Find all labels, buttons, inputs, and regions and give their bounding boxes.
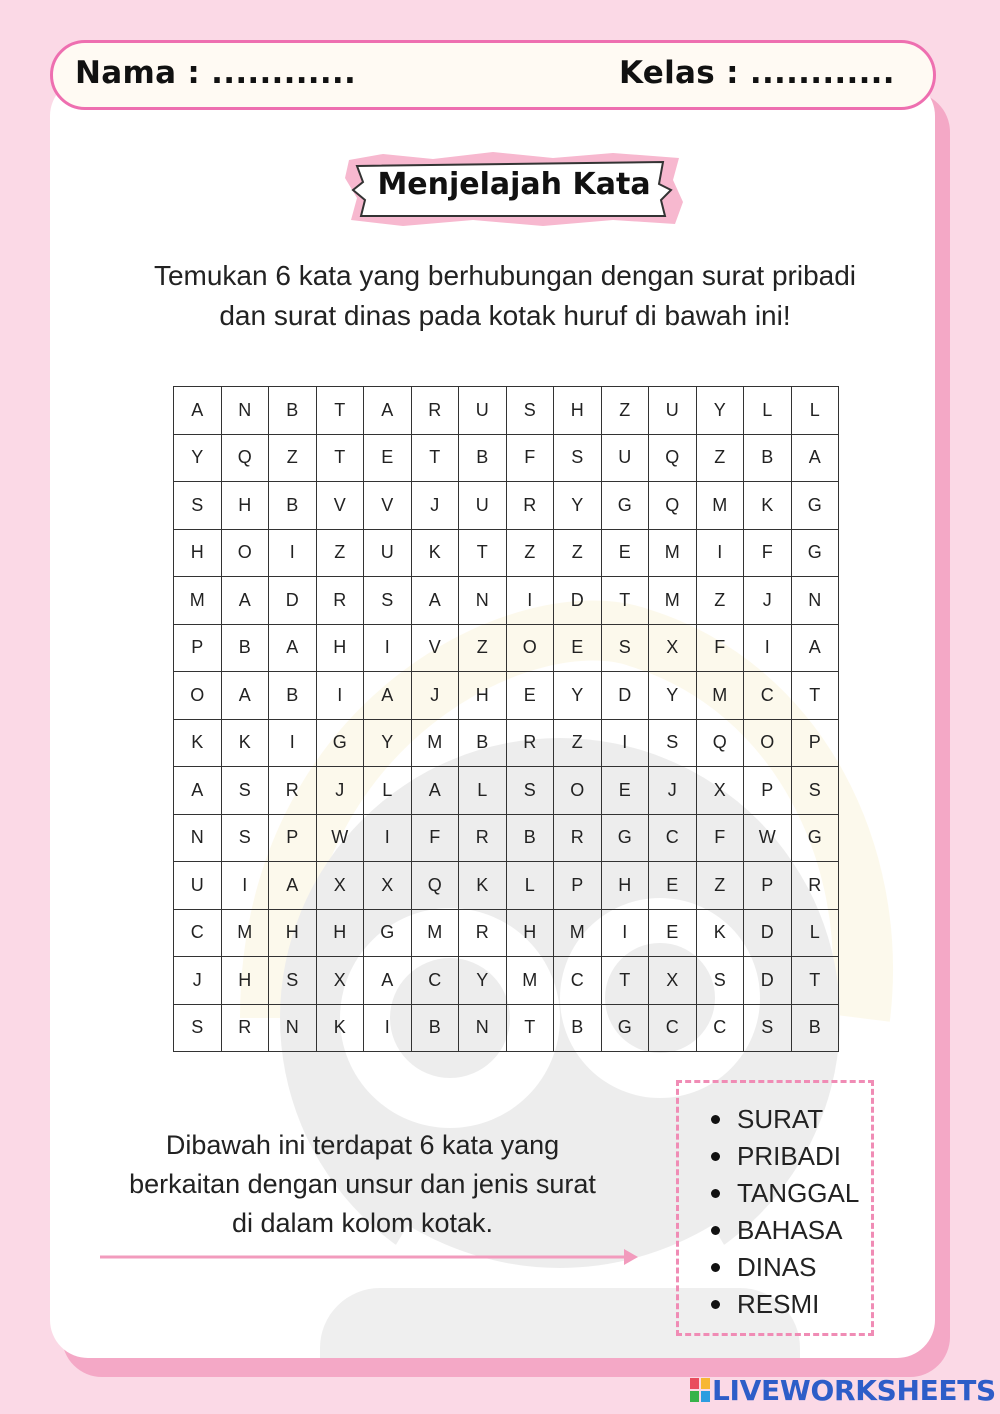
grid-cell[interactable]: S xyxy=(364,577,412,625)
grid-cell[interactable]: H xyxy=(221,482,269,530)
grid-cell[interactable]: B xyxy=(411,1004,459,1052)
grid-cell[interactable]: Y xyxy=(554,672,602,720)
grid-cell[interactable]: B xyxy=(791,1004,839,1052)
grid-cell[interactable]: V xyxy=(316,482,364,530)
grid-cell[interactable]: I xyxy=(364,1004,412,1052)
grid-cell[interactable]: I xyxy=(696,529,744,577)
grid-cell[interactable]: A xyxy=(221,672,269,720)
grid-cell[interactable]: M xyxy=(649,577,697,625)
grid-row xyxy=(174,814,839,862)
grid-cell[interactable]: A xyxy=(221,577,269,625)
grid-cell[interactable]: B xyxy=(269,482,317,530)
word-list-label: RESMI xyxy=(737,1289,820,1319)
word-list xyxy=(707,1101,859,1323)
grid-cell[interactable]: H xyxy=(554,387,602,435)
grid-cell[interactable]: V xyxy=(411,624,459,672)
grid-cell[interactable]: A xyxy=(174,767,222,815)
grid-cell[interactable]: S xyxy=(174,1004,222,1052)
grid-cell[interactable]: F xyxy=(744,529,792,577)
grid-cell[interactable]: E xyxy=(364,434,412,482)
grid-cell[interactable]: M xyxy=(411,909,459,957)
grid-cell[interactable]: S xyxy=(554,434,602,482)
grid-cell[interactable]: S xyxy=(791,767,839,815)
grid-cell[interactable]: D xyxy=(744,909,792,957)
grid-cell[interactable]: W xyxy=(744,814,792,862)
grid-cell[interactable]: O xyxy=(221,529,269,577)
grid-cell[interactable]: U xyxy=(174,862,222,910)
grid-cell[interactable]: C xyxy=(174,909,222,957)
grid-row xyxy=(174,909,839,957)
grid-cell[interactable]: F xyxy=(506,434,554,482)
grid-cell[interactable]: A xyxy=(791,624,839,672)
grid-cell[interactable]: E xyxy=(554,624,602,672)
word-list-item xyxy=(707,1175,859,1212)
grid-cell[interactable]: A xyxy=(269,862,317,910)
grid-cell[interactable]: S xyxy=(649,719,697,767)
grid-cell[interactable]: G xyxy=(316,719,364,767)
grid-cell[interactable]: R xyxy=(459,814,507,862)
grid-cell[interactable]: Z xyxy=(506,529,554,577)
grid-cell[interactable]: I xyxy=(601,909,649,957)
grid-cell[interactable]: H xyxy=(459,672,507,720)
grid-cell[interactable]: C xyxy=(411,957,459,1005)
grid-cell[interactable]: E xyxy=(649,862,697,910)
word-list-item xyxy=(707,1101,859,1138)
bullet-icon xyxy=(711,1152,720,1161)
word-list-box xyxy=(676,1080,874,1336)
grid-cell[interactable]: G xyxy=(601,482,649,530)
grid-cell[interactable]: D xyxy=(601,672,649,720)
grid-cell[interactable]: T xyxy=(316,387,364,435)
grid-cell[interactable]: Z xyxy=(316,529,364,577)
grid-cell[interactable]: Q xyxy=(649,482,697,530)
grid-cell[interactable]: Y xyxy=(459,957,507,1005)
grid-cell[interactable]: B xyxy=(459,719,507,767)
grid-cell[interactable]: L xyxy=(459,767,507,815)
grid-cell[interactable]: F xyxy=(411,814,459,862)
grid-cell[interactable]: B xyxy=(459,434,507,482)
grid-cell[interactable]: D xyxy=(554,577,602,625)
grid-cell[interactable]: T xyxy=(791,672,839,720)
grid-cell[interactable]: M xyxy=(506,957,554,1005)
grid-cell[interactable]: R xyxy=(221,1004,269,1052)
grid-cell[interactable]: M xyxy=(174,577,222,625)
grid-cell[interactable]: K xyxy=(744,482,792,530)
grid-cell[interactable]: X xyxy=(316,957,364,1005)
grid-cell[interactable]: O xyxy=(506,624,554,672)
grid-cell[interactable]: T xyxy=(601,577,649,625)
grid-cell[interactable]: A xyxy=(364,387,412,435)
grid-cell[interactable]: H xyxy=(506,909,554,957)
grid-cell[interactable]: A xyxy=(364,672,412,720)
grid-cell[interactable]: M xyxy=(696,482,744,530)
bottom-line-1: Dibawah ini terdapat 6 kata yang xyxy=(165,1130,560,1160)
word-list-item xyxy=(707,1249,859,1286)
bottom-instruction xyxy=(95,1126,630,1243)
bullet-icon xyxy=(711,1115,720,1124)
grid-cell[interactable]: M xyxy=(696,672,744,720)
grid-cell[interactable]: L xyxy=(744,387,792,435)
grid-cell[interactable]: Y xyxy=(364,719,412,767)
grid-cell[interactable]: Y xyxy=(649,672,697,720)
grid-cell[interactable]: J xyxy=(174,957,222,1005)
grid-cell[interactable]: Y xyxy=(554,482,602,530)
grid-cell[interactable]: U xyxy=(649,387,697,435)
word-list-item xyxy=(707,1138,859,1175)
grid-cell[interactable]: G xyxy=(791,814,839,862)
grid-cell[interactable]: J xyxy=(316,767,364,815)
grid-cell[interactable]: X xyxy=(364,862,412,910)
bullet-icon xyxy=(711,1263,720,1272)
grid-cell[interactable]: C xyxy=(744,672,792,720)
grid-cell[interactable]: E xyxy=(601,767,649,815)
grid-cell[interactable]: I xyxy=(269,529,317,577)
grid-cell[interactable]: A xyxy=(411,767,459,815)
grid-cell[interactable]: T xyxy=(506,1004,554,1052)
grid-cell[interactable]: L xyxy=(791,909,839,957)
grid-cell[interactable]: B xyxy=(506,814,554,862)
grid-cell[interactable]: L xyxy=(364,767,412,815)
grid-cell[interactable]: E xyxy=(506,672,554,720)
grid-cell[interactable]: N xyxy=(791,577,839,625)
grid-row xyxy=(174,672,839,720)
grid-cell[interactable]: X xyxy=(316,862,364,910)
grid-cell[interactable]: X xyxy=(649,624,697,672)
grid-cell[interactable]: E xyxy=(601,529,649,577)
grid-row xyxy=(174,719,839,767)
grid-row xyxy=(174,529,839,577)
grid-cell[interactable]: O xyxy=(554,767,602,815)
bottom-line-2: berkaitan dengan unsur dan jenis surat xyxy=(129,1169,596,1199)
grid-cell[interactable]: L xyxy=(506,862,554,910)
grid-cell[interactable]: Z xyxy=(696,434,744,482)
grid-cell[interactable]: F xyxy=(696,814,744,862)
bottom-line-3: di dalam kolom kotak. xyxy=(231,1208,494,1238)
grid-cell[interactable]: H xyxy=(601,862,649,910)
grid-cell[interactable]: S xyxy=(601,624,649,672)
grid-cell[interactable]: N xyxy=(459,577,507,625)
grid-row xyxy=(174,767,839,815)
grid-cell[interactable]: R xyxy=(459,909,507,957)
grid-row xyxy=(174,434,839,482)
instruction-line-2: dan surat dinas pada kotak huruf di bawah ini! xyxy=(219,300,791,331)
grid-cell[interactable]: A xyxy=(411,577,459,625)
grid-cell[interactable]: K xyxy=(459,862,507,910)
grid-cell[interactable]: Z xyxy=(554,529,602,577)
grid-cell[interactable]: S xyxy=(174,482,222,530)
grid-cell[interactable]: J xyxy=(744,577,792,625)
grid-cell[interactable]: P xyxy=(269,814,317,862)
grid-cell[interactable]: X xyxy=(649,957,697,1005)
grid-cell[interactable]: I xyxy=(269,719,317,767)
grid-cell[interactable]: C xyxy=(649,814,697,862)
grid-cell[interactable]: Z xyxy=(601,387,649,435)
grid-cell[interactable]: T xyxy=(316,434,364,482)
word-list-label: DINAS xyxy=(737,1252,817,1282)
word-list-label: PRIBADI xyxy=(737,1141,842,1171)
grid-cell[interactable]: B xyxy=(269,672,317,720)
grid-cell[interactable]: P xyxy=(554,862,602,910)
word-list-label: SURAT xyxy=(737,1104,824,1134)
liveworksheets-brand[interactable] xyxy=(690,1374,996,1406)
grid-cell[interactable]: R xyxy=(554,814,602,862)
arrow-right-icon xyxy=(100,1246,640,1268)
grid-cell[interactable]: R xyxy=(791,862,839,910)
grid-cell[interactable]: P xyxy=(174,624,222,672)
grid-cell[interactable]: N xyxy=(269,1004,317,1052)
grid-cell[interactable]: Q xyxy=(221,434,269,482)
instruction-line-1: Temukan 6 kata yang berhubungan dengan surat pribadi xyxy=(153,260,857,291)
grid-cell[interactable]: Z xyxy=(269,434,317,482)
grid-cell[interactable]: Z xyxy=(459,624,507,672)
grid-cell[interactable]: L xyxy=(791,387,839,435)
grid-cell[interactable]: I xyxy=(221,862,269,910)
grid-cell[interactable]: R xyxy=(506,719,554,767)
class-field-label[interactable]: Kelas : ............ xyxy=(619,55,895,91)
grid-cell[interactable]: A xyxy=(269,624,317,672)
grid-cell[interactable]: U xyxy=(459,387,507,435)
grid-row xyxy=(174,577,839,625)
grid-cell[interactable]: T xyxy=(601,957,649,1005)
grid-cell[interactable]: S xyxy=(744,1004,792,1052)
grid-cell[interactable]: N xyxy=(221,387,269,435)
grid-cell[interactable]: A xyxy=(791,434,839,482)
grid-cell[interactable]: C xyxy=(696,1004,744,1052)
word-list-label: BAHASA xyxy=(737,1215,843,1245)
grid-cell[interactable]: P xyxy=(744,767,792,815)
grid-cell[interactable]: C xyxy=(649,1004,697,1052)
grid-cell[interactable]: G xyxy=(791,482,839,530)
grid-cell[interactable]: K xyxy=(696,909,744,957)
grid-cell[interactable]: M xyxy=(649,529,697,577)
grid-cell[interactable]: E xyxy=(649,909,697,957)
word-list-item xyxy=(707,1286,859,1323)
grid-cell[interactable]: G xyxy=(364,909,412,957)
grid-cell[interactable]: S xyxy=(696,957,744,1005)
grid-row xyxy=(174,1004,839,1052)
grid-cell[interactable]: V xyxy=(364,482,412,530)
grid-cell[interactable]: B xyxy=(269,387,317,435)
grid-cell[interactable]: Q xyxy=(696,719,744,767)
grid-cell[interactable]: I xyxy=(506,577,554,625)
grid-cell[interactable]: K xyxy=(411,529,459,577)
grid-cell[interactable]: S xyxy=(269,957,317,1005)
grid-cell[interactable]: J xyxy=(649,767,697,815)
word-list-label: TANGGAL xyxy=(737,1178,860,1208)
grid-cell[interactable]: O xyxy=(744,719,792,767)
grid-cell[interactable]: U xyxy=(459,482,507,530)
grid-cell[interactable]: A xyxy=(174,387,222,435)
grid-cell[interactable]: I xyxy=(744,624,792,672)
grid-cell[interactable]: U xyxy=(364,529,412,577)
grid-cell[interactable]: Y xyxy=(174,434,222,482)
grid-cell[interactable]: O xyxy=(174,672,222,720)
grid-cell[interactable]: B xyxy=(554,1004,602,1052)
grid-cell[interactable]: S xyxy=(506,387,554,435)
grid-cell[interactable]: D xyxy=(744,957,792,1005)
grid-cell[interactable]: W xyxy=(316,814,364,862)
grid-cell[interactable]: S xyxy=(221,814,269,862)
grid-cell[interactable]: S xyxy=(221,767,269,815)
grid-cell[interactable]: X xyxy=(696,767,744,815)
title-banner xyxy=(343,150,685,228)
grid-row xyxy=(174,624,839,672)
grid-cell[interactable]: Z xyxy=(554,719,602,767)
grid-cell[interactable]: M xyxy=(554,909,602,957)
grid-cell[interactable]: R xyxy=(269,767,317,815)
name-class-header xyxy=(50,40,936,110)
grid-cell[interactable]: S xyxy=(506,767,554,815)
word-search-grid xyxy=(173,386,839,1052)
word-list-item xyxy=(707,1212,859,1249)
bullet-icon xyxy=(711,1226,720,1235)
grid-cell[interactable]: Q xyxy=(649,434,697,482)
grid-cell[interactable]: T xyxy=(411,434,459,482)
grid-cell[interactable]: R xyxy=(316,577,364,625)
grid-cell[interactable]: D xyxy=(269,577,317,625)
grid-cell[interactable]: R xyxy=(411,387,459,435)
grid-cell[interactable]: I xyxy=(364,624,412,672)
grid-cell[interactable]: B xyxy=(221,624,269,672)
grid-cell[interactable]: H xyxy=(316,909,364,957)
grid-cell[interactable]: P xyxy=(744,862,792,910)
grid-cell[interactable]: T xyxy=(791,957,839,1005)
grid-cell[interactable]: Y xyxy=(696,387,744,435)
grid-cell[interactable]: H xyxy=(316,624,364,672)
grid-cell[interactable]: H xyxy=(269,909,317,957)
bullet-icon xyxy=(711,1189,720,1198)
grid-cell[interactable]: H xyxy=(174,529,222,577)
grid-cell[interactable]: R xyxy=(506,482,554,530)
grid-cell[interactable]: N xyxy=(174,814,222,862)
grid-cell[interactable]: M xyxy=(411,719,459,767)
grid-row xyxy=(174,482,839,530)
grid-cell[interactable]: K xyxy=(316,1004,364,1052)
liveworksheets-logo-icon xyxy=(690,1378,710,1402)
grid-cell[interactable]: I xyxy=(316,672,364,720)
grid-cell[interactable]: G xyxy=(791,529,839,577)
page-title: Menjelajah Kata xyxy=(377,167,651,202)
bullet-icon xyxy=(711,1300,720,1309)
grid-cell[interactable]: G xyxy=(601,814,649,862)
grid-cell[interactable]: K xyxy=(174,719,222,767)
grid-row xyxy=(174,862,839,910)
brand-name: LIVEWORKSHEETS xyxy=(712,1373,996,1407)
grid-cell[interactable]: H xyxy=(221,957,269,1005)
grid-row xyxy=(174,387,839,435)
grid-cell[interactable]: U xyxy=(601,434,649,482)
grid-cell[interactable]: Q xyxy=(411,862,459,910)
grid-cell[interactable]: G xyxy=(601,1004,649,1052)
grid-cell[interactable]: M xyxy=(221,909,269,957)
name-field-label[interactable]: Nama : ............ xyxy=(75,55,357,91)
grid-cell[interactable]: Z xyxy=(696,862,744,910)
grid-cell[interactable]: I xyxy=(601,719,649,767)
instruction-text xyxy=(80,256,930,336)
grid-cell[interactable]: K xyxy=(221,719,269,767)
grid-cell[interactable]: Z xyxy=(696,577,744,625)
grid-cell[interactable]: F xyxy=(696,624,744,672)
grid-cell[interactable]: P xyxy=(791,719,839,767)
grid-cell[interactable]: J xyxy=(411,482,459,530)
grid-cell[interactable]: B xyxy=(744,434,792,482)
grid-cell[interactable]: N xyxy=(459,1004,507,1052)
grid-cell[interactable]: I xyxy=(364,814,412,862)
grid-cell[interactable]: J xyxy=(411,672,459,720)
grid-cell[interactable]: T xyxy=(459,529,507,577)
grid-cell[interactable]: A xyxy=(364,957,412,1005)
grid-cell[interactable]: C xyxy=(554,957,602,1005)
grid-row xyxy=(174,957,839,1005)
